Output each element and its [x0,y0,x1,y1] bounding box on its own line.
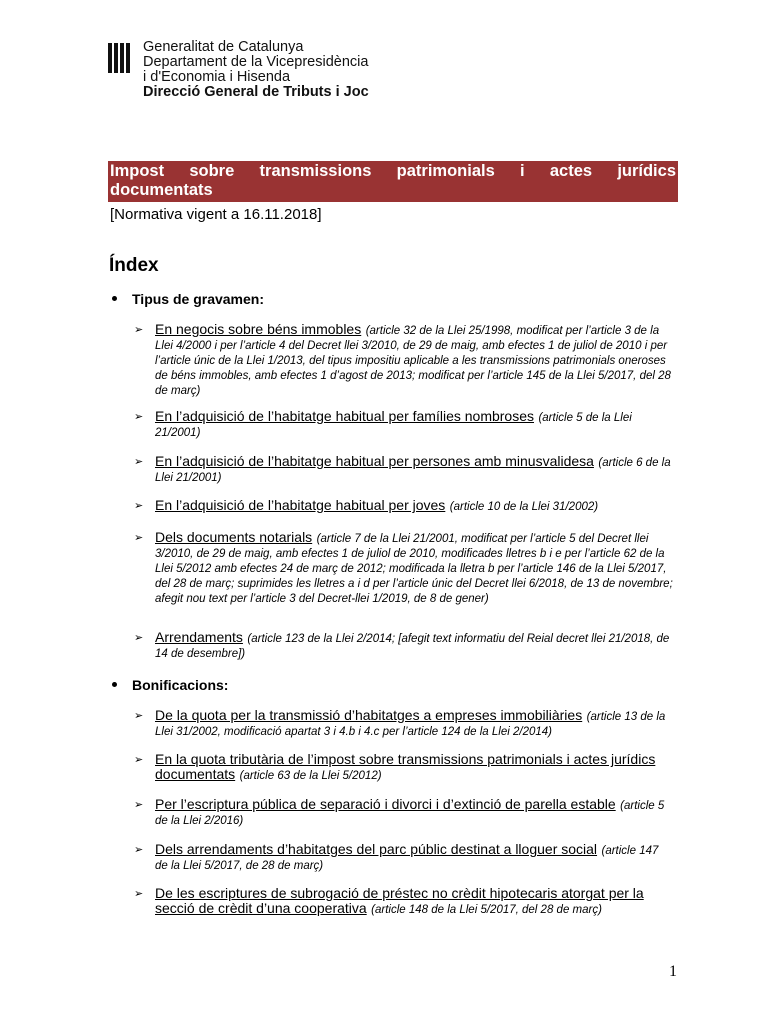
title-word: i [520,162,525,180]
document-title [108,161,678,202]
index-link[interactable]: Arrendaments [155,629,243,645]
title-word: actes [549,162,593,180]
legal-reference: (article 10 de la Llei 31/2002) [449,501,599,513]
index-link[interactable]: Dels arrendaments d’habitatges del parc públic destinat a lloguer social [155,841,598,857]
list-item [134,454,674,485]
arrow-bullet-icon: ➢ [134,799,144,811]
list-item [134,797,674,828]
header-line-4: Direcció General de Tributs i Joc [143,84,369,100]
index-link[interactable]: En l’adquisició de l’habitatge habitual per famílies nombroses [155,408,534,424]
index-heading: Índex [109,255,159,276]
title-line-1 [110,162,678,181]
bullet-icon [112,296,117,301]
index-link[interactable]: En negocis sobre béns immobles [155,321,362,337]
index-link[interactable]: En la quota tributària de l’impost sobre transmissions patrimonials i actes jurídics documentats [155,751,656,782]
title-word: Impost [110,162,165,180]
arrow-bullet-icon: ➢ [134,456,144,468]
arrow-bullet-icon: ➢ [134,500,144,512]
arrow-bullet-icon: ➢ [134,411,144,423]
title-word: transmissions [259,162,372,180]
legal-reference: (article 148 de la Llei 5/2017, del 28 de març) [371,904,602,916]
arrow-bullet-icon: ➢ [134,632,144,644]
list-item [134,498,674,514]
list-item [134,409,674,440]
arrow-bullet-icon: ➢ [134,888,144,900]
arrow-bullet-icon: ➢ [134,710,144,722]
section-tipus-gravamen [112,291,264,307]
normativa-subtitle: [Normativa vigent a 16.11.2018] [110,206,322,223]
legal-reference: (article 147 de la Llei 5/2017, de 28 de març) [155,845,659,872]
arrow-bullet-icon: ➢ [134,324,144,336]
index-link[interactable]: Per l’escriptura pública de separació i divorci i d’extinció de parella estable [155,796,616,812]
title-word: patrimonials [396,162,495,180]
index-link[interactable]: De la quota per la transmissió d’habitatges a empreses immobiliàries [155,707,583,723]
header-line-2: Departament de la Vicepresidència [143,54,369,70]
header-line-1: Generalitat de Catalunya [143,39,304,55]
legal-reference: (article 32 de la Llei 25/1998, modificat per l’article 3 de la Llei 4/2000 i per l’article 4 del Decret llei 3/2010, de 29 de maig, amb efectes 1 de juliol de 2010 i per l’article únic de la Llei 1/2013, del tipus impositiu aplicable a les transmissions patrimonials oneroses de béns immobles, amb efectes 1 d’agost de 2013; modificat per l’article 145 de la Llei 5/2017, del 28 de març) [155,325,671,397]
list-item [134,708,674,739]
legal-reference: (article 5 de la Llei 21/2001) [155,412,632,439]
section-label: Bonificacions: [132,677,229,693]
list-item [134,630,674,661]
legal-reference: (article 123 de la Llei 2/2014; [afegit text informatiu del Reial decret llei 21/2018, de 14 de desembre]) [155,633,670,660]
title-word: sobre [189,162,235,180]
arrow-bullet-icon: ➢ [134,532,144,544]
list-item [134,842,674,873]
header-line-3: i d'Economia i Hisenda [143,69,291,85]
title-word: jurídics [617,162,676,180]
list-item [134,530,674,606]
generalitat-logo-icon [108,43,134,73]
arrow-bullet-icon: ➢ [134,754,144,766]
index-link[interactable]: En l’adquisició de l’habitatge habitual per persones amb minusvalidesa [155,453,594,469]
page-number: 1 [669,963,677,980]
index-link[interactable]: Dels documents notarials [155,529,313,545]
list-item [134,322,674,398]
legal-reference: (article 5 de la Llei 2/2016) [155,800,665,827]
legal-reference: (article 63 de la Llei 5/2012) [239,770,382,782]
legal-reference: (article 6 de la Llei 21/2001) [155,457,671,484]
index-link[interactable]: De les escriptures de subrogació de préstec no crèdit hipotecaris atorgat per la secció de crèdit d’una cooperativa [155,885,644,916]
title-line-2: documentats [110,181,213,199]
index-link[interactable]: En l’adquisició de l’habitatge habitual per joves [155,497,446,513]
header-text [143,40,369,100]
arrow-bullet-icon: ➢ [134,844,144,856]
legal-reference: (article 7 de la Llei 21/2001, modificat per l’article 5 del Decret llei 3/2010, de 29 de maig, amb efectes 1 de juliol de 2010, modificades lletres b i e per l’article 62 de la Llei 5/2012 amb efectes 24 de març de 2012; modificada la lletra b per l’article 146 de la Llei 5/2017, del 28 de març; suprimides les lletres a i d per l’article únic del Decret llei 6/2018, de 13 de novembre; afegit nou text per l’article 3 del Decret-llei 1/2019, de 8 de gener) [155,533,673,605]
section-label: Tipus de gravamen: [132,291,265,307]
bullet-icon [112,682,117,687]
header [108,40,369,100]
list-item [134,886,674,917]
list-item [134,752,674,783]
legal-reference: (article 13 de la Llei 31/2002, modificació apartat 3 i 4.b i 4.c per l’article 124 de la Llei 2/2014) [155,711,666,738]
section-bonificacions [112,677,228,693]
